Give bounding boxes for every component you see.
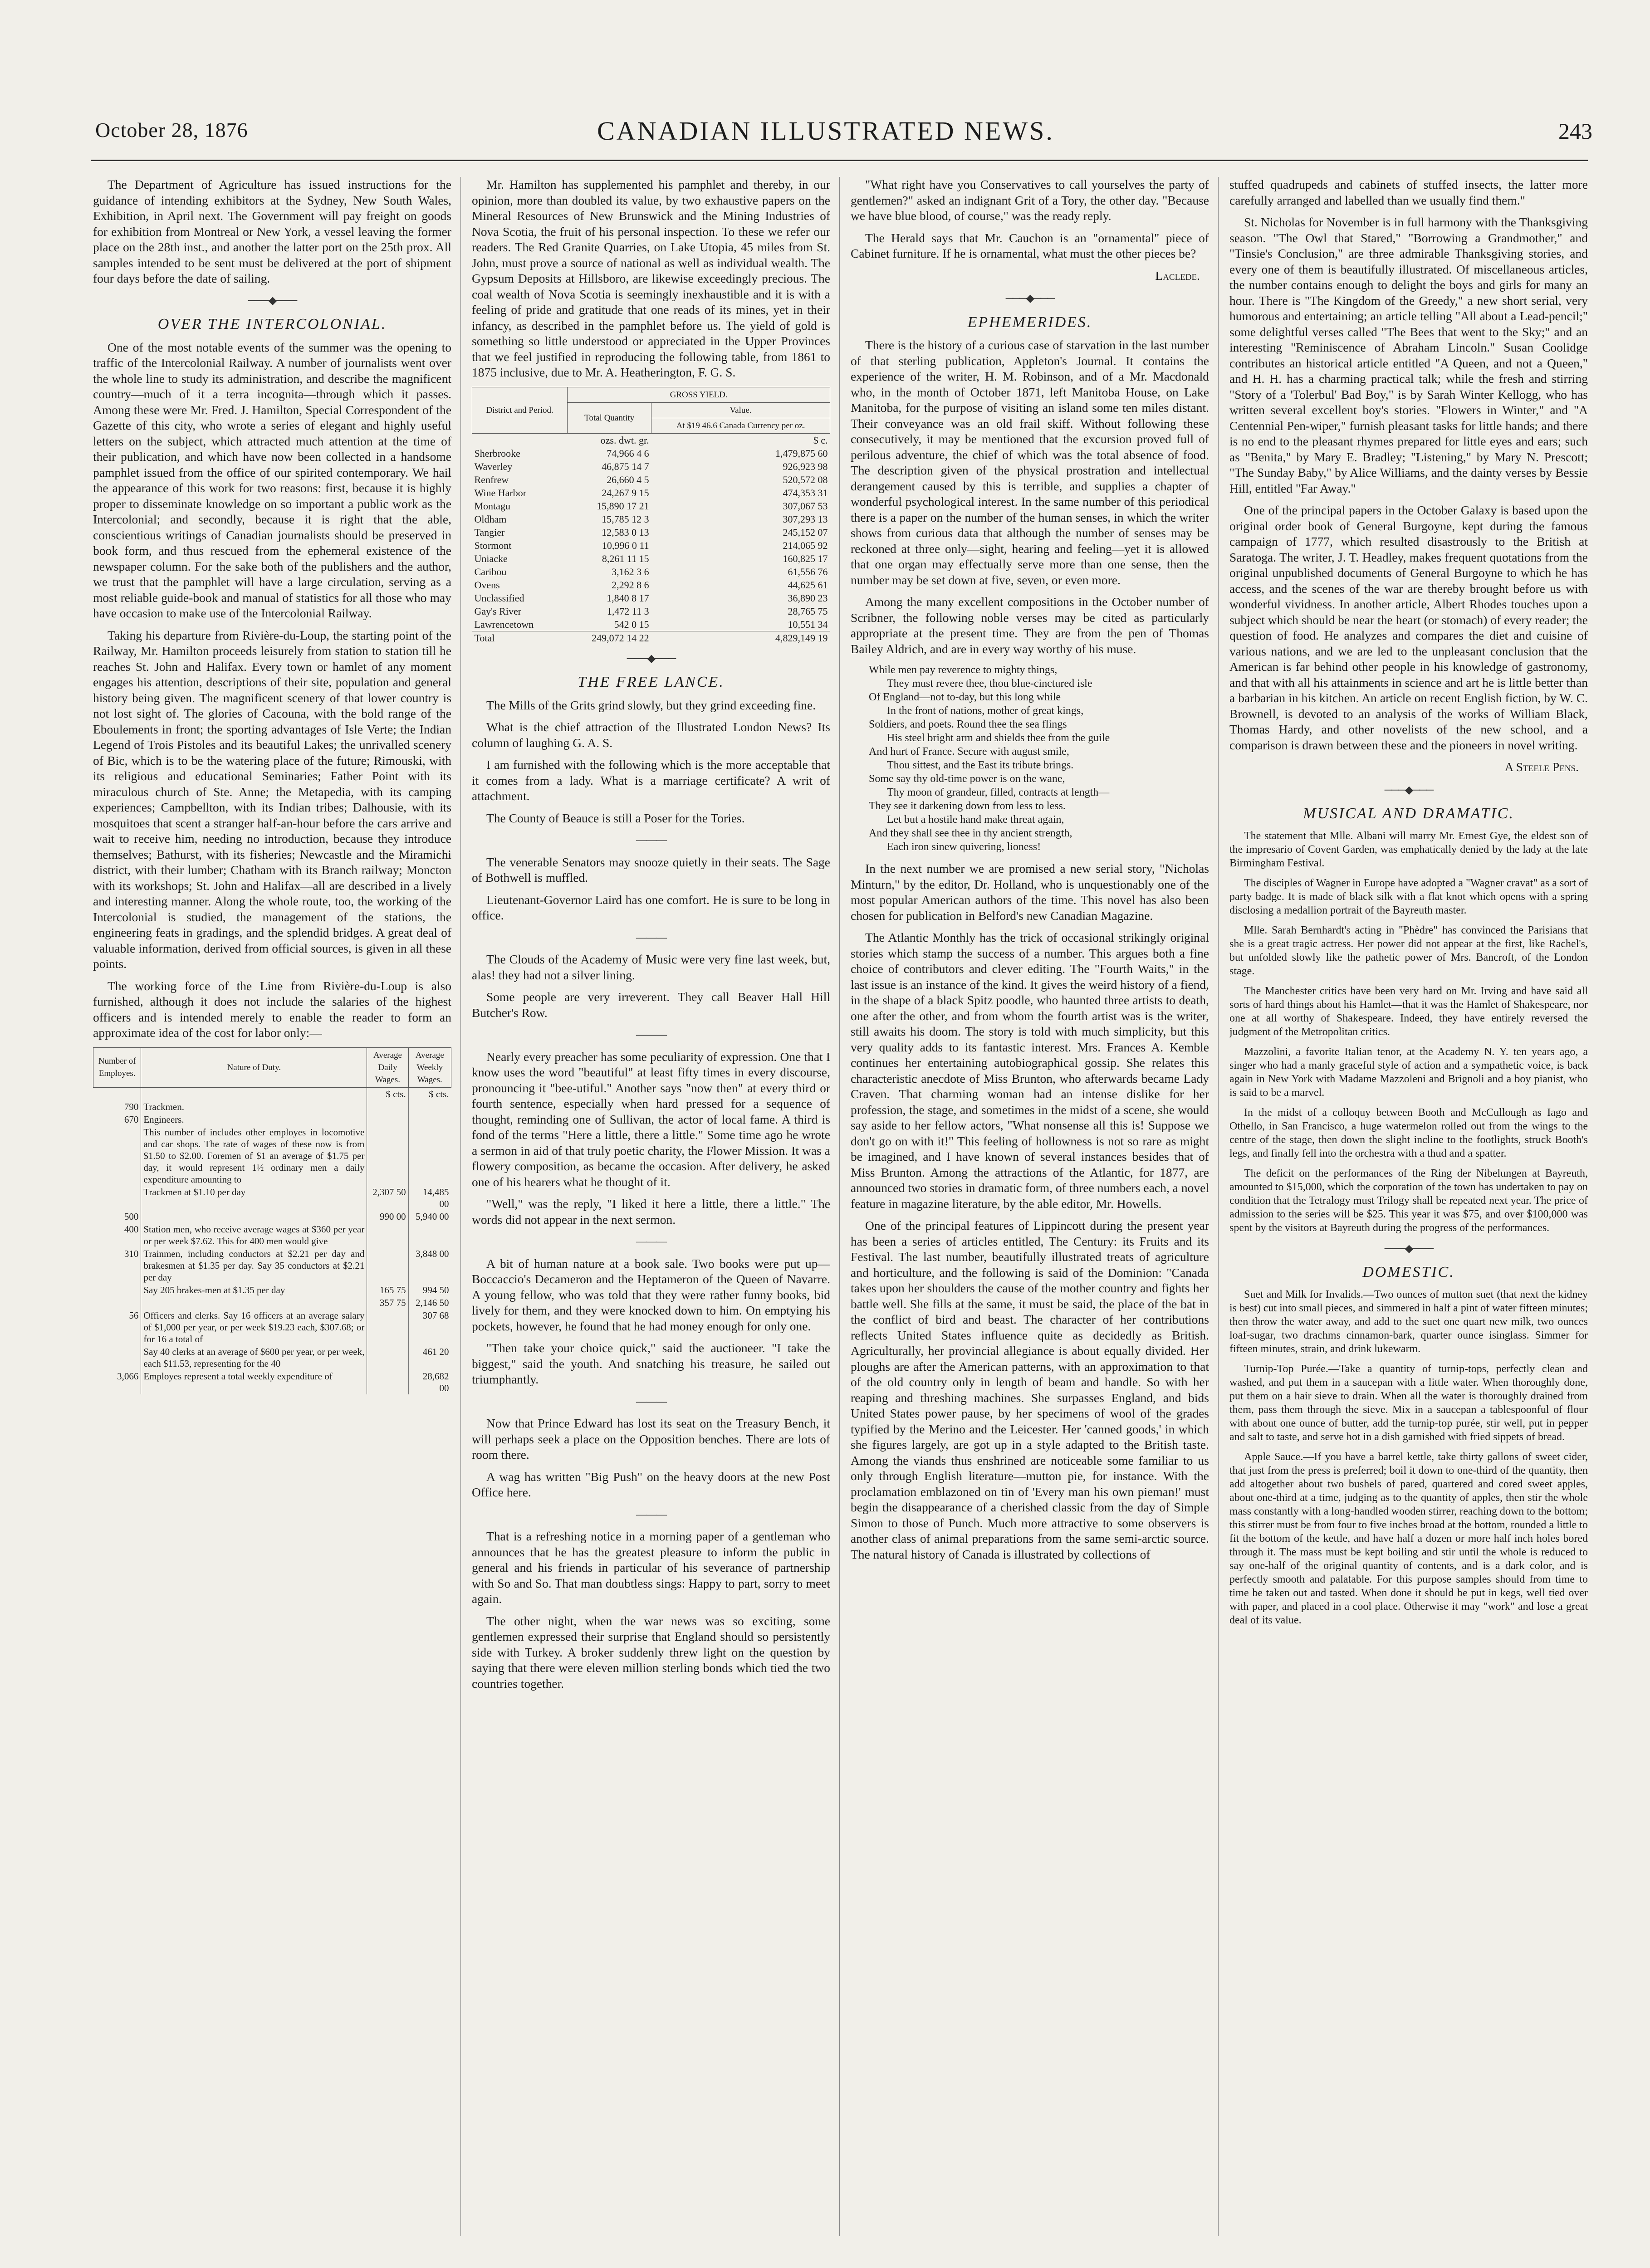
table-row bbox=[93, 1284, 451, 1296]
gold-unit: ozs. dwt. gr. bbox=[600, 434, 649, 446]
table-cell: 245,152 07 bbox=[783, 526, 828, 538]
table-cell: Wine Harbor bbox=[474, 487, 527, 499]
st-nicholas-paragraph: St. Nicholas for November is in full harmony with the Thanksgiving season. "The Owl that Stared," "Borrowing a Grandmother," and "Tinsie's Conclusion," are three admirable Thanksgiving stories, and every one of them is beautifully illustrated. Of miscellaneous articles, the number contains enough to delight the boys and girls for many an hour. There is "The Kingdom of the Greedy," a new short serial, very humorous and entertaining; an article telling "All about a Lead-pencil;" some delightful verses called "The Bees that went to the Sky;" and an interesting "Reminiscence of Abraham Lincoln." Susan Coolidge contributes an historical article entitled "A Queen, and not a Queen," and H. H. has a charming practical talk; while the fresh and stirring "Story of a 'Tolerbul' Bad Boy," is by Sarah Winter Kellogg, who has written several excellent boy's stories. "Flowers in Winter," and "A Centennial Pen-wiper," furnish pleasant tasks for little hands; and there is no end to the pleasant rhymes prepared for little eyes and ears; such as "Benita," by Mary E. Bradley; "Listening," by Mary N. Prescott; "The Sunday Baby," by Alice Williams, and the dainty verses by Bessie Hill, entitled "Far Away." bbox=[1229, 215, 1588, 495]
wages-unit: $ cts. bbox=[367, 1087, 408, 1100]
domestic-item: Apple Sauce.—If you have a barrel kettle, take thirty gallons of sweet cider, that just from the press is preferred; boil it down to one-third of the quantity, then add altogether about two bushels of pared, quartered and cored sweet apples, about one-third at a time, judging as to the quantity of apples, then stir the whole mass constantly with a long-handled wooden stirrer, reaching down to the bottom; this stirrer must be from four to five inches broad at the bottom, rounded a little to fit the bottom of the kettle, and have half a dozen or more half inch holes bored through it. The mass must be kept boiling and stir until the whole is reduced to say one-half of the original quantity of contents, and is a dark color, and is perfectly smooth and palatable. For this purpose samples should from time to time be taken out and tasted. When done it should be put in kegs, well tied over with paper, and placed in a cool place. Otherwise it may "work" and lose a great deal of its value. bbox=[1229, 1451, 1588, 1626]
table-cell: 46,875 14 7 bbox=[602, 460, 649, 472]
table-row bbox=[472, 460, 830, 473]
table-cell bbox=[367, 1309, 408, 1345]
table-cell: Caribou bbox=[474, 566, 507, 577]
table-cell: 474,353 31 bbox=[783, 487, 828, 499]
ephemerides-paragraph-1: There is the history of a curious case of starvation in the last number of that sterling publication, Appleton's Journal. It contains the experience of the writer, H. M. Robinson, and of a Mr. Macdonald who, in the month of October 1871, left Manitoba House, on Lake Manitoba, for the purpose of visiting an island some ten miles distant. Their conveyance was an old frail skiff. Without following these consecutively, it may be mentioned that the excursion proved full of perilous adventure, the chief of which was the total absence of food. The description given of the physical prostration and intellectual derangement caused by this is terrible, and supplies a chapter of wonderful psychological interest. In the same number of this periodical there is a paper on the number of the human senses, in which the writer shows from curious data that although the number of senses may be reckoned at three only—sight, hearing and feeling—yet it is allowed that one organ may effectually serve more than one sense, then the number may be set down at five, seven, or even more. bbox=[851, 338, 1209, 587]
table-cell: Renfrew bbox=[474, 474, 509, 485]
domestic-item: Suet and Milk for Invalids.—Two ounces of mutton suet (that next the kidney is best) cut into small pieces, and simmered in half a pint of water fifteen minutes; then throw the water away, and add to the suet one quart new milk, two ounces loaf-sugar, two drachms cinnamon-bark, quarter ounce isinglass. Simmer for fifteen minutes, strain, and drink lukewarm. bbox=[1229, 1288, 1588, 1355]
table-cell bbox=[367, 1126, 408, 1186]
column-divider bbox=[460, 177, 461, 2236]
newspaper-page bbox=[50, 27, 1601, 2263]
table-cell bbox=[367, 1370, 408, 1394]
table-cell: 26,660 4 5 bbox=[607, 474, 649, 485]
free-lance-item: What is the chief attraction of the Illustrated London News? Its column of laughing G. A. S. bbox=[472, 720, 830, 750]
table-cell: 12,583 0 13 bbox=[602, 526, 649, 538]
table-cell bbox=[367, 1223, 408, 1247]
intercolonial-paragraph-3: The working force of the Line from Rivière-du-Loup is also furnished, although it does not include the salaries of the highest officers and is intended merely to enable the reader to form an approximate idea of the cost for labor only:— bbox=[93, 978, 451, 1040]
table-cell: 461 20 bbox=[408, 1345, 451, 1370]
table-cell: Ovens bbox=[474, 579, 500, 591]
ephemerides-paragraph-3: In the next number we are promised a new serial story, "Nicholas Minturn," by the editor, Dr. Holland, who is unquestionably one of the most popular American authors of the time. This novel has also been chosen for publication in Belford's new Canadian Magazine. bbox=[851, 861, 1209, 923]
poem-line: They see it darkening down from less to less. bbox=[869, 800, 1066, 812]
gold-total-quantity: 249,072 14 22 bbox=[568, 631, 651, 645]
gold-total-value: 4,829,149 19 bbox=[651, 631, 830, 645]
musical-items bbox=[1229, 829, 1588, 1235]
ornament-divider: ───◆─── bbox=[1384, 1242, 1433, 1255]
table-cell: Trackmen at $1.10 per day bbox=[141, 1186, 367, 1210]
table-cell: 2,307 50 bbox=[367, 1186, 408, 1210]
table-cell: Waverley bbox=[474, 460, 513, 472]
table-cell: 214,065 92 bbox=[783, 539, 828, 551]
table-row bbox=[93, 1370, 451, 1394]
short-rule: ——— bbox=[636, 1236, 666, 1247]
table-cell: 61,556 76 bbox=[788, 566, 828, 577]
column-2 bbox=[472, 177, 830, 2263]
table-cell bbox=[141, 1210, 367, 1223]
table-cell: Montagu bbox=[474, 500, 510, 512]
short-rule: ——— bbox=[636, 1395, 666, 1408]
table-cell bbox=[93, 1345, 141, 1370]
signature-laclede: Laclede. bbox=[1155, 268, 1200, 283]
continuation-paragraph: stuffed quadrupeds and cabinets of stuffed insects, the latter more carefully arranged and labelled than we usually find them." bbox=[1229, 177, 1588, 207]
poem-line: While men pay reverence to mighty things, bbox=[869, 664, 1058, 676]
wages-header-weekly: Average Weekly Wages. bbox=[408, 1047, 451, 1087]
musical-item: In the midst of a colloquy between Booth and McCullough as Iago and Othello, in San Francisco, a huge watermelon rolled out from the wings to the centre of the stage, then down the slight incline to the footlights, struck Booth's legs, and finally fell into the orchestra with a thud and a spatter. bbox=[1229, 1106, 1588, 1159]
table-cell: 10,551 34 bbox=[788, 618, 828, 630]
gold-header-rate: At $19 46.6 Canada Currency per oz. bbox=[651, 418, 830, 433]
table-cell: 10,996 0 11 bbox=[602, 539, 649, 551]
issue-date: October 28, 1876 bbox=[95, 118, 248, 142]
gold-header-district: District and Period. bbox=[472, 387, 568, 433]
table-cell: Trainmen, including conductors at $2.21 per day and brakesmen at $1.35 per day. Say 35 conductors at $2.21 per day bbox=[141, 1247, 367, 1284]
gold-yield-table bbox=[472, 387, 830, 645]
table-cell: 165 75 bbox=[367, 1284, 408, 1296]
table-row bbox=[472, 552, 830, 565]
table-cell: 44,625 61 bbox=[788, 579, 828, 591]
intercolonial-paragraph-2: Taking his departure from Rivière-du-Loup, the starting point of the Railway, Mr. Hamilton proceeds leisurely from station to station till he reaches St. John and Halifax. Every town or hamlet of any moment engages his attention, descriptions of their site, population and general history being given. The magnificent scenery of that lower country is not lost sight of. The glories of Cacouna, with the bold range of the Eboulements in front; the sporting advantages of Isle Verte; the Indian Legend of Trois Pistoles and its beautiful Lakes; the unrivalled scenery of Bic, which is to be the watering place of the future; Rimouski, with its religious and educational Seminaries; Father Point with its miraculous church of Ste. Anne; the Metapedia, with its camping experiences; Campbellton, with its Indian tribes; Dalhousie, with its mosquitoes that scent a stranger half-an-hour before the cars arrive and wait to receive him, needing no introduction, because they introduce themselves; Bathurst, with its fisheries; Newcastle and the Miramichi district, with their lumber; Chatham with its Branch railway; Moncton with its workshops; St. John and Halifax—all are described in a lively and interesting manner. Along the whole route, too, the working of the Intercolonial is studied, the management of the stations, the engineering feats in gradings, and the splendid bridges. A great deal of valuable information, derived from official sources, is given in all these points. bbox=[93, 628, 451, 971]
table-cell: 2,146 50 bbox=[408, 1296, 451, 1309]
ephemerides-paragraph-5: One of the principal features of Lippincott during the present year has been a series of articles entitled, The Century: its Fruits and its Festival. The last number, beautifully illustrated treats of agriculture and horticulture, and the following is said of the Dominion: "Canada takes upon her shoulders the cause of the mother country and fights her battle well. She fills at the same, it must be said, the place of the bat in the conflict of bird and beast. The character of her contributions reflects United States influence quite as decidedly as British. Agriculturally, her provincial allegiance is about equally divided. Her ploughs are after the American patterns, with an approximation to that of the old country only in length of beam and handle. So with her reaping and threshing machines. She surpasses England, and bids United States power pause, by her specimens of wool of the grades typified by the Merino and the Leicester. Her 'canned goods,' in which she figures largely, are got up in a style adapted to the British taste. Among the viands thus enshrined are noticeable some familiar to us only through English literature—mutton pie, for instance. With the proclamation emblazoned on tin of 'Every man his own pieman!' must begin the disappearance of a cherished classic from the day of Simple Simon to those of Punch. Much more attractive to some observers is another class of animal preparations from the same semi-arctic source. The natural history of Canada is illustrated by collections of bbox=[851, 1218, 1209, 1561]
gold-table-body bbox=[472, 447, 830, 631]
table-cell: 990 00 bbox=[367, 1210, 408, 1223]
table-cell: 3,162 3 6 bbox=[612, 566, 649, 577]
wages-table bbox=[93, 1047, 451, 1394]
table-cell: 56 bbox=[129, 1310, 139, 1321]
poem-line: They must revere thee, thou blue-cinctured isle bbox=[887, 678, 1092, 689]
table-cell: 15,785 12 3 bbox=[602, 513, 649, 525]
wages-unit: $ cts. bbox=[408, 1087, 451, 1100]
table-row bbox=[472, 526, 830, 539]
musical-item: The disciples of Wagner in Europe have adopted a "Wagner cravat" as a sort of party badge. It is made of black silk with a flat knot which opens with a spring disclosing a medallion portrait of the Bayreuth master. bbox=[1229, 877, 1588, 916]
table-row bbox=[93, 1345, 451, 1370]
poem-verses bbox=[869, 663, 1209, 854]
table-row bbox=[93, 1247, 451, 1284]
masthead-rule bbox=[91, 160, 1588, 161]
gold-header-value: Value. bbox=[651, 402, 830, 418]
table-row bbox=[93, 1126, 451, 1186]
table-cell: Stormont bbox=[474, 539, 512, 551]
column-3 bbox=[851, 177, 1209, 2263]
table-row bbox=[93, 1113, 451, 1126]
table-cell: 307 68 bbox=[408, 1309, 451, 1345]
table-cell bbox=[408, 1113, 451, 1126]
table-cell: Uniacke bbox=[474, 552, 508, 564]
column-divider bbox=[1218, 177, 1219, 2236]
free-lance-item: The venerable Senators may snooze quietly in their seats. The Sage of Bothwell is muffled. bbox=[472, 855, 830, 885]
musical-item: Mazzolini, a favorite Italian tenor, at the Academy N. Y. ten years ago, a singer who had a manly graceful style of action and a sympathetic voice, is back again in New York with Madame Mazzoleni and Brignoli and a boy pianist, who is said to be a marvel. bbox=[1229, 1046, 1588, 1099]
poem-line: His steel bright arm and shields thee from the guile bbox=[887, 732, 1110, 744]
table-row bbox=[93, 1100, 451, 1113]
table-cell: 14,485 00 bbox=[408, 1186, 451, 1210]
heading-ephemerides: EPHEMERIDES. bbox=[967, 313, 1092, 331]
table-cell: 3,848 00 bbox=[408, 1247, 451, 1284]
free-lance-item: The Mills of the Grits grind slowly, but they grind exceeding fine. bbox=[486, 698, 816, 712]
table-row bbox=[472, 473, 830, 486]
table-cell: 307,293 13 bbox=[783, 513, 828, 525]
free-lance-item: The Clouds of the Academy of Music were very fine last week, but, alas! they had not a silver lining. bbox=[472, 952, 830, 982]
table-cell: Unclassified bbox=[474, 592, 524, 604]
ornament-divider: ───◆─── bbox=[248, 294, 297, 307]
conservatives-paragraph: "What right have you Conservatives to call yourselves the party of gentlemen?" asked an indignant Grit of a Tory, the other day. "Because we have blue blood, of course," was the ready reply. bbox=[851, 177, 1209, 223]
free-lance-item: Nearly every preacher has some peculiarity of expression. One that I know uses the word "beautiful" at least fifty times in every discourse, pronouncing it "bee-utiful." Another says "now then" at every third or fourth sentence, especially when hard pressed for a sequence of thought, reminding one of Sullivan, the actor of local fame. A third is fond of the terms "Here a little, there a little." Some time ago he wrote a sermon in aid of that truly poetic charity, the Flower Mission. It was a flowery composition, as became the occasion. After delivery, he asked one of his hearers what he thought of it. bbox=[472, 1049, 830, 1189]
table-cell: 310 bbox=[124, 1248, 139, 1259]
ornament-divider: ───◆─── bbox=[627, 652, 676, 665]
table-cell: Station men, who receive average wages at $360 per year or per week $7.62. This for 400 men would give bbox=[141, 1223, 367, 1247]
ornament-divider: ───◆─── bbox=[1005, 293, 1054, 304]
poem-line: Let but a hostile hand make threat again, bbox=[887, 814, 1064, 826]
table-cell bbox=[408, 1223, 451, 1247]
table-cell bbox=[408, 1126, 451, 1186]
table-cell: 1,472 11 3 bbox=[607, 605, 649, 617]
short-rule: ——— bbox=[636, 931, 666, 943]
gold-unit: $ c. bbox=[813, 434, 828, 446]
table-row bbox=[472, 486, 830, 499]
table-cell bbox=[93, 1186, 141, 1210]
herald-paragraph: The Herald says that Mr. Cauchon is an "ornamental" piece of Cabinet furniture. If he is ornamental, what must the other pieces be? bbox=[851, 230, 1209, 260]
wages-table-body bbox=[93, 1100, 451, 1394]
table-cell bbox=[367, 1247, 408, 1284]
short-rule: ——— bbox=[636, 1508, 666, 1520]
wages-header-daily: Average Daily Wages. bbox=[367, 1047, 408, 1087]
heading-musical-dramatic: MUSICAL AND DRAMATIC. bbox=[1303, 805, 1514, 822]
domestic-items bbox=[1229, 1288, 1588, 1627]
table-cell: 520,572 08 bbox=[783, 474, 828, 485]
heading-over-intercolonial: OVER THE INTERCOLONIAL. bbox=[157, 316, 387, 332]
newspaper-title: CANADIAN ILLUSTRATED NEWS. bbox=[597, 116, 1054, 146]
table-cell: Tangier bbox=[474, 526, 505, 538]
table-cell: 28,682 00 bbox=[408, 1370, 451, 1394]
hamilton-paragraph: Mr. Hamilton has supplemented his pamphlet and thereby, in our opinion, more than doubled its value, by two exhaustive papers on the Mineral Resources of New Brunswick and the Mining Industries of Nova Scotia, the fruit of his personal inspection. To these we refer our readers. The Red Granite Quarries, on Lake Utopia, 45 miles from St. John, must prove a source of national as well as individual wealth. The Gypsum Deposits at Hillsboro, are likewise exceedingly precious. The coal wealth of Nova Scotia is seemingly inexhaustible and it is with a feeling of pride and gratitude that one reads of its mines, yet in their infancy, as described in the pamphlet before us. The yield of gold is something so little understood or appreciated in the Upper Provinces that we feel justified in reproducing the following table, from 1861 to 1875 inclusive, due to Mr. A. Heatherington, F. G. S. bbox=[472, 177, 830, 379]
gold-header-gross: GROSS YIELD. bbox=[568, 387, 830, 402]
table-cell: 926,923 98 bbox=[783, 460, 828, 472]
table-cell: 357 75 bbox=[367, 1296, 408, 1309]
signature-pens: A Steele Pens. bbox=[1504, 760, 1579, 774]
column-divider bbox=[839, 177, 840, 2236]
table-row bbox=[472, 447, 830, 460]
column-4 bbox=[1229, 177, 1588, 2263]
table-cell: 670 bbox=[124, 1114, 139, 1125]
galaxy-paragraph: One of the principal papers in the October Galaxy is based upon the original order book of General Burgoyne, kept during the famous campaign of 1777, which resulted disastrously to the British at Saratoga. The writer, J. T. Headley, makes frequent quotations from the original unpublished documents of General Burgoyne to which he has access, and the scenes of the war are thereby brought before us with wonderful vividness. In another article, Albert Rhodes touches upon a subject which should be near the heart (or stomach) of every reader; the question of food. He analyzes and compares the diet and cuisine of various nations, and we are led to the unpleasant conclusion that the American is far behind other people in his knowledge of gastronomy, and that with all his attainments in science and art he is little better than a barbarian in his kitchen. An article on recent English fiction, by W. C. Brownell, is devoted to an analysis of the works of William Black, Thomas Hardy, and other novelists of the new school, and a comparison is drawn between these and the pioneers in novel writing. bbox=[1229, 503, 1588, 752]
gold-total-label: Total bbox=[472, 631, 568, 645]
domestic-item: Turnip-Top Purée.—Take a quantity of turnip-tops, perfectly clean and washed, and put them in a saucepan with a little water. When thoroughly done, put them on a hair sieve to drain. When all the water is thoroughly drained from them, pass them through the sieve. Mix in a saucepan a tablespoonful of flour with about one ounce of butter, add the turnip-top purée, stir well, put in pepper and salt to taste, and serve hot in a dish garnished with fried sippets of bread. bbox=[1229, 1363, 1588, 1443]
table-row bbox=[93, 1309, 451, 1345]
poem-line: Of England—not to-day, but this long while bbox=[869, 691, 1061, 703]
wages-unit bbox=[141, 1087, 367, 1100]
short-rule: ——— bbox=[636, 834, 666, 846]
table-cell bbox=[367, 1100, 408, 1113]
table-cell bbox=[93, 1126, 141, 1186]
musical-item: The Manchester critics have been very hard on Mr. Irving and have said all sorts of hard things about his Hamlet—that it was the Hamlet of Shakespeare, nor one at all worthy of Shakespeare. Indeed, they have entirely reversed the judgment of the Metropolitan critics. bbox=[1229, 985, 1588, 1038]
table-cell: Say 205 brakes-men at $1.35 per day bbox=[141, 1284, 367, 1296]
table-cell: Engineers. bbox=[141, 1113, 367, 1126]
table-cell: 500 bbox=[124, 1211, 139, 1222]
table-row bbox=[93, 1186, 451, 1210]
table-row bbox=[472, 591, 830, 605]
table-cell: This number of includes other employes in locomotive and car shops. The rate of wages of these now is from $1.50 to $2.00. Foremen of $1 an average of $1.75 per day, it would represent 1½ ordinary men a daily expenditure amounting to bbox=[141, 1126, 367, 1186]
table-cell: 2,292 8 6 bbox=[612, 579, 649, 591]
table-cell: 542 0 15 bbox=[614, 618, 649, 630]
table-row bbox=[472, 513, 830, 526]
heading-domestic: DOMESTIC. bbox=[1362, 1264, 1455, 1281]
table-row bbox=[472, 578, 830, 591]
free-lance-item: Some people are very irreverent. They call Beaver Hall Hill Butcher's Row. bbox=[472, 990, 830, 1020]
table-row bbox=[472, 499, 830, 513]
poem-line: Each iron sinew quivering, lioness! bbox=[887, 841, 1041, 853]
table-cell: 994 50 bbox=[408, 1284, 451, 1296]
table-cell: 400 bbox=[124, 1223, 139, 1235]
table-cell: 790 bbox=[124, 1101, 139, 1112]
free-lance-item: "Then take your choice quick," said the auctioneer. "I take the biggest," said the youth. And snatching his treasure, he sailed out triumphantly. bbox=[472, 1341, 830, 1386]
table-cell: 36,890 23 bbox=[788, 592, 828, 604]
ornament-divider: ───◆─── bbox=[1384, 784, 1433, 796]
table-row bbox=[93, 1223, 451, 1247]
musical-item: The deficit on the performances of the Ring der Nibelungen at Bayreuth, amounted to $15,000, which the corporation of the town has undertaken to pay on condition that the Tetralogy must Trilogy shall be repeated next year. The price of admission to the series will be $25. This year it was $75, and over $100,000 was spent by the visitors at Bayreuth during the progress of the performances. bbox=[1229, 1167, 1588, 1234]
table-cell: 307,067 53 bbox=[783, 500, 828, 512]
table-cell: Trackmen. bbox=[141, 1100, 367, 1113]
wages-header-duty: Nature of Duty. bbox=[141, 1047, 367, 1087]
table-row bbox=[93, 1296, 451, 1309]
poem-line: And they shall see thee in thy ancient strength, bbox=[869, 827, 1072, 839]
table-cell: Lawrencetown bbox=[474, 618, 534, 630]
table-cell: Gay's River bbox=[474, 605, 522, 617]
table-cell: 74,966 4 6 bbox=[607, 447, 649, 459]
gold-unit bbox=[472, 433, 568, 447]
table-cell: 3,066 bbox=[117, 1370, 139, 1382]
table-cell: 24,267 9 15 bbox=[602, 487, 649, 499]
musical-item: Mlle. Sarah Bernhardt's acting in "Phèdre" has convinced the Parisians that she is a great tragic actress. Her power did not appear at the first, like Rachel's, but unfolded slowly like the pathetic power of Mrs. Bancroft, of the London stage. bbox=[1229, 924, 1588, 977]
gold-header-total: Total Quantity bbox=[568, 402, 651, 433]
free-lance-item: The County of Beauce is still a Poser for the Tories. bbox=[486, 811, 745, 825]
table-cell bbox=[408, 1100, 451, 1113]
page-number: 243 bbox=[1558, 118, 1592, 144]
table-row bbox=[472, 618, 830, 631]
table-cell: 5,940 00 bbox=[408, 1210, 451, 1223]
table-cell bbox=[141, 1296, 367, 1309]
wages-header-number: Number of Employes. bbox=[93, 1047, 141, 1087]
column-1 bbox=[93, 177, 451, 2263]
musical-item: The statement that Mlle. Albani will marry Mr. Ernest Gye, the eldest son of the impresario of Covent Garden, was emphatically denied by the lady at the late Birmingham Festival. bbox=[1229, 830, 1588, 869]
table-cell: 1,840 8 17 bbox=[607, 592, 649, 604]
poem-line: Some say thy old-time power is on the wane, bbox=[869, 773, 1065, 785]
free-lance-items bbox=[472, 698, 830, 1692]
table-cell bbox=[367, 1113, 408, 1126]
poem-line: Thy moon of grandeur, filled, contracts at length— bbox=[887, 787, 1110, 798]
free-lance-item: Lieutenant-Governor Laird has one comfort. He is sure to be long in office. bbox=[472, 892, 830, 922]
table-cell bbox=[367, 1345, 408, 1370]
ephemerides-paragraph-4: The Atlantic Monthly has the trick of occasional strikingly original stories which stamp the success of a number. This argues both a fine choice of contributors and clever editing. The "Fourth Waits," in the last issue is an instance of the kind. It gives the weird history of a fiend, in the shape of a black Spitz poodle, who haunted three artists to death, one after the other, and from whom the fourth artist was is the writer, still awaits his doom. The story is told with much simplicity, but this very quality adds to its fantastic interest. Mrs. Frances A. Kemble continues her entertaining autobiographical gossip. She relates this characteristic anecdote of Miss Brunton, who afterwards became Lady Craven. That charming woman had an intense dislike for her profession, the stage, and sometimes in the midst of a scene, she would say aside to her fellow actors, "What nonsense all this is! Suppose we don't go on with it!" This feeling of hollowness is not so rare as might be imagined, and I have known of several instances besides that of Miss Brunton. Among the attractions of the Atlantic, for 1877, are announced two stories in dramatic form, of three numbers each, a novel feature in magazine literature, by the able editor, Mr. Howells. bbox=[851, 930, 1209, 1211]
free-lance-item: "Well," was the reply, "I liked it here a little, there a little." The words did not appear in the next sermon. bbox=[472, 1197, 830, 1227]
table-cell: Say 40 clerks at an average of $600 per year, or per week, each $11.53, representing for the 40 bbox=[141, 1345, 367, 1370]
table-row bbox=[472, 539, 830, 552]
free-lance-item: That is a refreshing notice in a morning paper of a gentleman who announces that he has the greatest pleasure to inform the public in general and his friends in particular of his severance of partnership with So and So. That man doubtless sings: Happy to part, sorry to meet again. bbox=[472, 1529, 830, 1606]
gold-total-row bbox=[472, 631, 830, 645]
table-cell: 15,890 17 21 bbox=[597, 500, 649, 512]
table-cell: 160,825 17 bbox=[783, 552, 828, 564]
table-cell: Employes represent a total weekly expenditure of bbox=[141, 1370, 367, 1394]
free-lance-item: The other night, when the war news was so exciting, some gentlemen expressed their surprise that England should so persistently side with Turkey. A broker suddenly threw light on the question by saying that there were eleven million sterling bonds which tied the two countries together. bbox=[472, 1613, 830, 1691]
table-row bbox=[472, 565, 830, 578]
free-lance-item: Now that Prince Edward has lost its seat on the Treasury Bench, it will perhaps seek a place on the Opposition benches. There are lots of room there. bbox=[472, 1416, 830, 1461]
poem-line: In the front of nations, mother of great kings, bbox=[887, 705, 1084, 717]
free-lance-item: I am furnished with the following which is the more acceptable that it comes from a lady. What is a marriage certificate? A writ of attachment. bbox=[472, 758, 830, 803]
intercolonial-paragraph-1: One of the most notable events of the summer was the opening to traffic of the Intercolonial Railway. A number of journalists went over the whole line to study its administration, and describe the magnificent country—much of it a terra incognita—through which it passes. Among these were Mr. Fred. J. Hamilton, Special Correspondent of the Gazette of this city, who wrote a series of elegant and highly useful letters on the subject, which attracted much attention at the time of their publication, and which have now been collected in a handsome pamphlet issued from the office of our spirited contemporary. We hail the appearance of this work for two reasons: first, because it is highly proper to disseminate knowledge on so important a public work as the Intercolonial; and secondly, because it is right that the able, conscientious writings of Canadian journalists should be preserved in book form, and thus rescued from the ephemeral existence of the newspaper column. For the sake both of the publishers and the author, we trust that the pamphlet will have a large circulation, serving as a most reliable guide-book and manual of statistics for all those who may have occasion to make use of the Intercolonial Railway. bbox=[93, 340, 451, 620]
article-agriculture: The Department of Agriculture has issued instructions for the guidance of intending exhibitors at the Sydney, New South Wales, Exhibition, in April next. The Government will pay freight on goods for exhibition from Montreal or New York, a vessel leaving the former place on the 28th inst., and another the latter port on the 25th prox. All samples intended to be sent must be delivered at the port of shipment four days before the date of sailing. bbox=[93, 177, 451, 285]
free-lance-item: A bit of human nature at a book sale. Two books were put up—Boccaccio's Decameron and the Heptameron of the Queen of Navarre. A young fellow, who was told that they were rather funny books, bid lively for them, and they were knocked down to him. On emptying his pockets, however, he found that he had money enough for only one. bbox=[472, 1256, 830, 1333]
table-cell bbox=[93, 1284, 141, 1296]
free-lance-item: A wag has written "Big Push" on the heavy doors at the new Post Office here. bbox=[472, 1469, 830, 1499]
poem-line: Soldiers, and poets. Round thee the sea flings bbox=[869, 719, 1067, 730]
table-cell: 28,765 75 bbox=[788, 605, 828, 617]
table-row bbox=[472, 605, 830, 618]
wages-unit bbox=[93, 1087, 141, 1100]
ephemerides-paragraph-2: Among the many excellent compositions in the October number of Scribner, the following noble verses may be cited as particularly appropriate at the present time. They are from the pen of Thomas Bailey Aldrich, and are in every way worthy of his muse. bbox=[851, 595, 1209, 656]
table-cell: Officers and clerks. Say 16 officers at an average salary of $1,000 per year, or per week $19.23 each, $307.68; or for 16 a total of bbox=[141, 1309, 367, 1345]
table-cell: 1,479,875 60 bbox=[775, 447, 828, 459]
poem-line: Thou sittest, and the East its tribute brings. bbox=[887, 759, 1074, 771]
poem-line: And hurt of France. Secure with august smile, bbox=[869, 746, 1069, 758]
table-cell: Oldham bbox=[474, 513, 507, 525]
heading-free-lance: THE FREE LANCE. bbox=[578, 674, 725, 690]
table-cell: 8,261 11 15 bbox=[602, 552, 649, 564]
table-cell bbox=[93, 1296, 141, 1309]
table-row bbox=[93, 1210, 451, 1223]
table-cell: Sherbrooke bbox=[474, 447, 520, 459]
short-rule: ——— bbox=[636, 1029, 666, 1041]
